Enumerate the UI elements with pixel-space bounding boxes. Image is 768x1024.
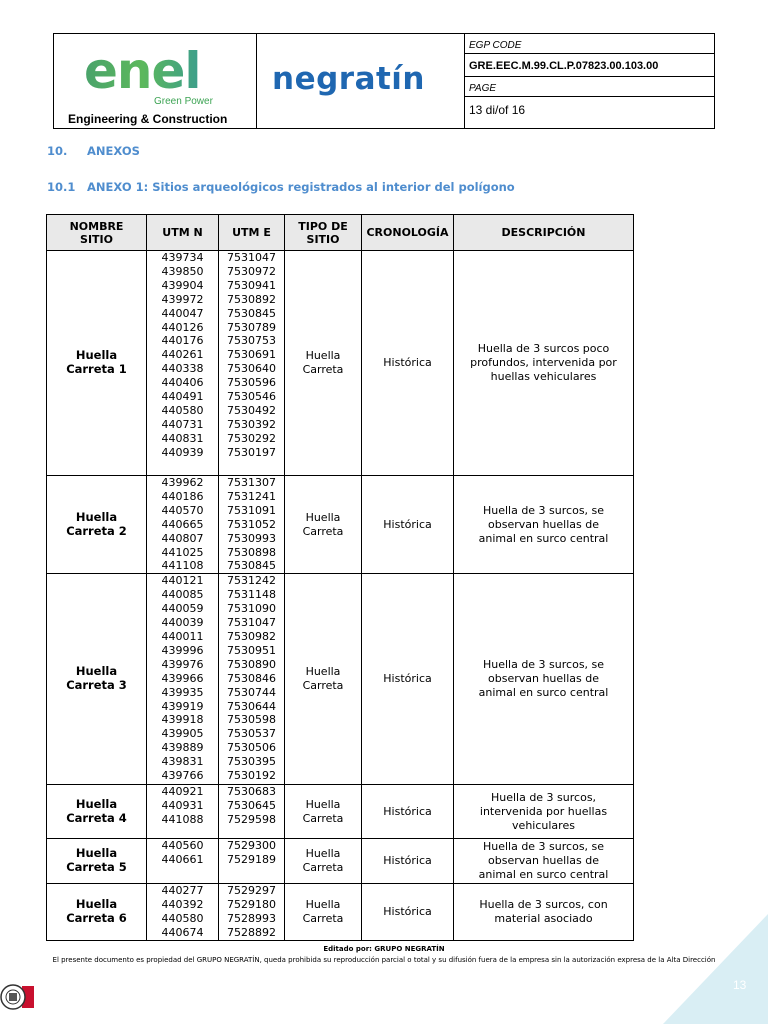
site-type-cell: Huella Carreta <box>285 785 362 839</box>
table-row <box>47 839 634 884</box>
site-name-cell: Huella Carreta 2 <box>47 476 147 574</box>
coordinate-value: 440392 <box>161 898 204 912</box>
site-name-cell: Huella Carreta 5 <box>47 839 147 884</box>
coordinate-value: 440931 <box>161 799 204 813</box>
coordinate-value: 439935 <box>161 685 204 699</box>
footer <box>0 945 768 966</box>
coordinate-value: 7530691 <box>227 348 276 362</box>
coordinate-value: 7530537 <box>227 727 276 741</box>
subsection-number: 10.1 <box>47 180 76 194</box>
coordinate-value: 7530951 <box>227 643 276 657</box>
page-number: 13 <box>733 978 747 992</box>
coordinate-value: 7530753 <box>227 334 276 348</box>
coordinate-value: 440406 <box>161 376 204 390</box>
coordinate-value: 439996 <box>161 643 204 657</box>
coordinate-value: 440939 <box>161 445 204 459</box>
coordinate-value: 439905 <box>161 727 204 741</box>
page-value: 13 di/of 16 <box>469 103 526 117</box>
coordinate-value: 7530596 <box>227 376 276 390</box>
coordinate-value: 440059 <box>161 602 204 616</box>
header-descripcion: DESCRIPCIÓN <box>454 215 634 251</box>
corner-decoration-icon <box>663 914 768 1024</box>
header-utm-n: UTM N <box>147 215 219 251</box>
coordinate-value: 439976 <box>161 657 204 671</box>
coordinate-value: 439904 <box>161 278 204 292</box>
coordinate-value: 440560 <box>161 839 204 853</box>
coordinate-value: 7531307 <box>227 476 276 489</box>
coordinate-value: 7531047 <box>227 616 276 630</box>
coordinate-value: 7530993 <box>227 531 276 545</box>
coordinate-value: 440186 <box>161 489 204 503</box>
coordinate-value: 440085 <box>161 588 204 602</box>
description-cell: Huella de 3 surcos, se observan huellas de animal en surco central <box>454 839 634 884</box>
coordinate-value: 439972 <box>161 292 204 306</box>
coordinate-value: 439734 <box>161 251 204 264</box>
coordinate-value: 7530972 <box>227 264 276 278</box>
header-nombre-sitio: NOMBRE SITIO <box>47 215 147 251</box>
subsection-heading <box>47 180 515 194</box>
coordinate-value: 440491 <box>161 390 204 404</box>
section-heading <box>47 144 140 158</box>
description-cell: Huella de 3 surcos, con material asociado <box>454 884 634 941</box>
chronology-cell: Histórica <box>362 785 454 839</box>
table-row <box>47 574 634 785</box>
coordinate-value: 441088 <box>161 813 204 827</box>
enel-logo-cell <box>54 34 257 128</box>
coordinate-value: 439962 <box>161 476 204 489</box>
site-type-cell: Huella Carreta <box>285 476 362 574</box>
coordinate-value: 7530644 <box>227 699 276 713</box>
coordinate-value: 7530492 <box>227 403 276 417</box>
coordinate-value: 7530192 <box>227 769 276 783</box>
section-number: 10. <box>47 144 68 158</box>
coordinate-value: 7531090 <box>227 602 276 616</box>
site-name-cell: Huella Carreta 1 <box>47 251 147 476</box>
header-utm-e: UTM E <box>219 215 285 251</box>
footer-notice: El presente documento es propiedad del GRUPO NEGRATÍN, queda prohibida su reproducción parcial o total y su difusión fuera de la empresa sin la autorización expresa de la Alta Dirección <box>52 956 716 964</box>
table-row <box>47 476 634 574</box>
coordinate-value: 7530789 <box>227 320 276 334</box>
coordinate-value: 439918 <box>161 713 204 727</box>
coordinate-value: 7530845 <box>227 559 276 573</box>
sites-table <box>46 214 634 941</box>
utm-n-cell <box>147 574 219 785</box>
coordinate-value: 440807 <box>161 531 204 545</box>
coordinate-value: 439850 <box>161 264 204 278</box>
coordinate-value: 440039 <box>161 616 204 630</box>
utm-e-cell <box>219 574 285 785</box>
coordinate-value: 7529189 <box>227 853 276 867</box>
header-cronologia: CRONOLOGÍA <box>362 215 454 251</box>
coordinate-value: 440277 <box>161 884 204 898</box>
utm-e-cell <box>219 476 285 574</box>
coordinate-value: 7530395 <box>227 755 276 769</box>
page-label: PAGE <box>469 83 497 94</box>
coordinate-value: 7530892 <box>227 292 276 306</box>
table-row <box>47 884 634 941</box>
coordinate-value: 7531047 <box>227 251 276 264</box>
utm-e-cell <box>219 884 285 941</box>
coordinate-value: 440731 <box>161 417 204 431</box>
division-label: Engineering & Construction <box>68 112 228 126</box>
site-type-cell: Huella Carreta <box>285 251 362 476</box>
table-row <box>47 785 634 839</box>
coordinate-value: 7529300 <box>227 839 276 853</box>
coordinate-value: 7530506 <box>227 741 276 755</box>
chronology-cell: Histórica <box>362 251 454 476</box>
coordinate-value: 7530645 <box>227 799 276 813</box>
certification-seal-icon <box>0 978 34 1018</box>
egp-code-value: GRE.EEC.M.99.CL.P.07823.00.103.00 <box>469 60 659 72</box>
description-cell: Huella de 3 surcos, se observan huellas de animal en surco central <box>454 574 634 785</box>
coordinate-value: 441025 <box>161 545 204 559</box>
coordinate-value: 439766 <box>161 769 204 783</box>
coordinate-value: 7531148 <box>227 588 276 602</box>
coordinate-value: 439831 <box>161 755 204 769</box>
chronology-cell: Histórica <box>362 884 454 941</box>
description-cell: Huella de 3 surcos, intervenida por huellas vehiculares <box>454 785 634 839</box>
coordinate-value: 7531241 <box>227 489 276 503</box>
chronology-cell: Histórica <box>362 574 454 785</box>
coordinate-value: 7529598 <box>227 813 276 827</box>
coordinate-value: 440580 <box>161 403 204 417</box>
doc-info-cell <box>465 34 714 128</box>
coordinate-value: 440011 <box>161 629 204 643</box>
client-logo-cell <box>256 34 465 128</box>
coordinate-value: 440665 <box>161 517 204 531</box>
coordinate-value: 440261 <box>161 348 204 362</box>
site-name-cell: Huella Carreta 6 <box>47 884 147 941</box>
coordinate-value: 440921 <box>161 785 204 799</box>
coordinate-value: 440338 <box>161 362 204 376</box>
coordinate-value: 440176 <box>161 334 204 348</box>
coordinate-value: 440047 <box>161 306 204 320</box>
coordinate-value: 440580 <box>161 912 204 926</box>
coordinate-value: 7530845 <box>227 306 276 320</box>
coordinate-value: 7531052 <box>227 517 276 531</box>
green-power-label: Green Power <box>154 96 213 107</box>
coordinate-value: 439966 <box>161 671 204 685</box>
negratin-logo: negratín <box>272 61 426 97</box>
coordinate-value: 440674 <box>161 926 204 940</box>
coordinate-value: 7528993 <box>227 912 276 926</box>
coordinate-value: 7530941 <box>227 278 276 292</box>
chronology-cell: Histórica <box>362 476 454 574</box>
coordinate-value: 7530197 <box>227 445 276 459</box>
coordinate-value: 7531242 <box>227 574 276 588</box>
site-type-cell: Huella Carreta <box>285 839 362 884</box>
coordinate-value: 7529297 <box>227 884 276 898</box>
egp-code-label: EGP CODE <box>469 40 522 51</box>
coordinate-value: 7530744 <box>227 685 276 699</box>
coordinate-value: 7530890 <box>227 657 276 671</box>
coordinate-value: 7529180 <box>227 898 276 912</box>
coordinate-value: 439919 <box>161 699 204 713</box>
utm-n-cell <box>147 476 219 574</box>
table-row <box>47 251 634 476</box>
coordinate-value: 7530683 <box>227 785 276 799</box>
utm-e-cell <box>219 251 285 476</box>
coordinate-value: 440661 <box>161 853 204 867</box>
description-cell: Huella de 3 surcos, se observan huellas de animal en surco central <box>454 476 634 574</box>
coordinate-value: 440126 <box>161 320 204 334</box>
utm-e-cell <box>219 785 285 839</box>
utm-n-cell <box>147 839 219 884</box>
coordinate-value: 7530898 <box>227 545 276 559</box>
subsection-title: ANEXO 1: Sitios arqueológicos registrados al interior del polígono <box>87 180 515 194</box>
footer-edited-by: Editado por: GRUPO NEGRATÍN <box>323 945 445 953</box>
coordinate-value: 7530640 <box>227 362 276 376</box>
document-header <box>53 33 715 129</box>
utm-e-cell <box>219 839 285 884</box>
utm-n-cell <box>147 251 219 476</box>
coordinate-value: 440831 <box>161 431 204 445</box>
coordinate-value: 7530598 <box>227 713 276 727</box>
site-name-cell: Huella Carreta 3 <box>47 574 147 785</box>
section-title: ANEXOS <box>87 144 140 158</box>
site-name-cell: Huella Carreta 4 <box>47 785 147 839</box>
coordinate-value: 7530846 <box>227 671 276 685</box>
coordinate-value: 441108 <box>161 559 204 573</box>
chronology-cell: Histórica <box>362 839 454 884</box>
table-header-row <box>47 215 634 251</box>
coordinate-value: 7530292 <box>227 431 276 445</box>
coordinate-value: 7530546 <box>227 390 276 404</box>
coordinate-value: 440570 <box>161 503 204 517</box>
coordinate-value: 439889 <box>161 741 204 755</box>
utm-n-cell <box>147 785 219 839</box>
coordinate-value: 7531091 <box>227 503 276 517</box>
coordinate-value: 7528892 <box>227 926 276 940</box>
coordinate-value: 7530982 <box>227 629 276 643</box>
description-cell: Huella de 3 surcos poco profundos, intervenida por huellas vehiculares <box>454 251 634 476</box>
coordinate-value: 7530392 <box>227 417 276 431</box>
site-type-cell: Huella Carreta <box>285 574 362 785</box>
enel-wordmark: enel <box>84 46 201 98</box>
site-type-cell: Huella Carreta <box>285 884 362 941</box>
header-tipo-sitio: TIPO DE SITIO <box>285 215 362 251</box>
coordinate-value: 440121 <box>161 574 204 588</box>
enel-logo-icon <box>82 46 222 98</box>
utm-n-cell <box>147 884 219 941</box>
